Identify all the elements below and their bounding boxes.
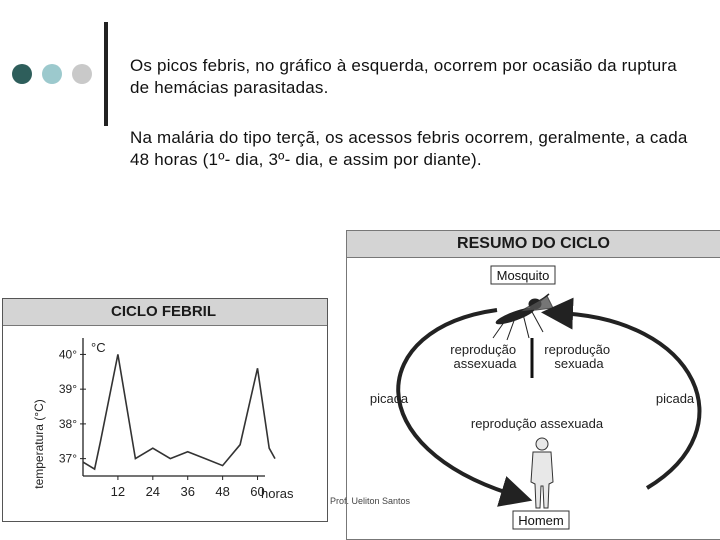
bullet-dot-dark	[12, 64, 32, 84]
y-tick-label: 38°	[58, 416, 77, 431]
y-axis-unit: °C	[91, 340, 106, 355]
asexual-reproduction-bottom: reprodução assexuada	[470, 416, 604, 431]
human-label: Homem	[518, 513, 564, 528]
cycle-summary-title: RESUMO DO CICLO	[347, 231, 720, 258]
paragraph-fever-peaks: Os picos febris, no gráfico à esquerda, ocorrem por ocasião da ruptura de hemácias parasitadas.	[130, 56, 677, 97]
x-tick-label: 60	[250, 484, 265, 499]
y-tick-label: 40°	[58, 347, 77, 362]
temperature-series-line	[83, 354, 275, 469]
y-tick-label: 39°	[58, 382, 77, 397]
fever-chart	[3, 326, 327, 521]
bullet-dot-light-teal	[42, 64, 62, 84]
asexual-reproduction-top: reprodução assexuada	[450, 342, 517, 371]
x-axis-label: horas	[261, 486, 294, 501]
paragraph-tertian-malaria: Na malária do tipo terçã, os acessos febris ocorrem, geralmente, a cada 48 horas (1º- dia, 3º- dia, e assim por diante).	[130, 128, 688, 169]
human-icon	[531, 438, 553, 508]
bite-label-left: picada	[369, 391, 409, 406]
mosquito-label: Mosquito	[496, 268, 550, 283]
x-tick-label: 36	[180, 484, 195, 499]
y-axis-label: temperatura (°C)	[32, 399, 46, 489]
title-divider-bar	[104, 22, 108, 126]
x-tick-label: 12	[110, 484, 126, 499]
bullet-dot-gray	[72, 64, 92, 84]
bite-label-right: picada	[655, 391, 695, 406]
febrile-cycle-title: CICLO FEBRIL	[3, 299, 327, 326]
x-tick-label: 24	[145, 484, 161, 499]
cycle-arrow-left	[398, 310, 517, 496]
x-tick-label: 48	[215, 484, 230, 499]
sexual-reproduction-top: reprodução sexuada	[544, 342, 611, 371]
y-tick-label: 37°	[58, 451, 77, 466]
credit-text: Prof. Ueliton Santos	[330, 496, 411, 506]
cycle-summary-panel	[346, 230, 720, 540]
mosquito-icon	[493, 294, 553, 340]
febrile-cycle-panel	[2, 298, 328, 522]
